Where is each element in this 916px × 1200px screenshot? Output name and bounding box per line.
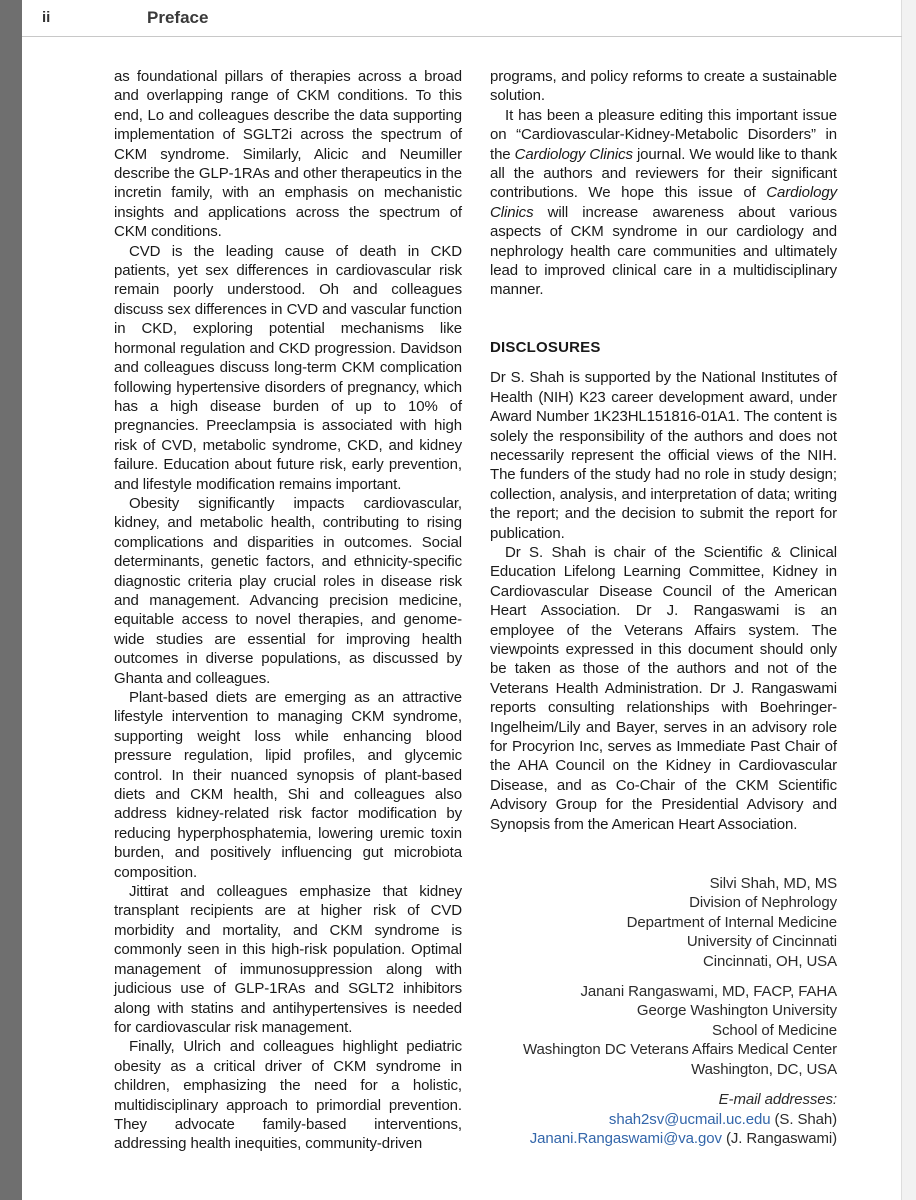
email-heading: E-mail addresses:	[718, 1091, 837, 1109]
affiliation-line: Washington, DC, USA	[691, 1060, 837, 1078]
affiliation-line: Cincinnati, OH, USA	[703, 952, 837, 970]
paragraph-disclosure-funding: Dr S. Shah is supported by the National Institutes of Health (NIH) K23 career development award, under Award Number 1K23HL151816-01A1. The content is solely the responsibility of the authors and does not necessarily represent the official views of the NIH. The funders of the study had no role in study design; collection, analysis, and interpretation of data; writing the report; and the decision to submit the report for publication.	[490, 369, 837, 542]
left-column	[114, 67, 462, 1154]
affiliation-line: Washington DC Veterans Affairs Medical Center	[523, 1041, 837, 1059]
paragraph-pediatric: Finally, Ulrich and colleagues highlight pediatric obesity as a critical driver of CKM syndrome in children, emphasizing the need for a holistic, multidisciplinary approach to primordial prevention. They advocate family-based interventions, addressing health inequities, community-driven	[114, 1038, 462, 1153]
journal-name: Cardiology Clinics	[514, 145, 633, 163]
right-column	[490, 67, 837, 1148]
right-scrollbar[interactable]	[901, 0, 916, 1200]
disclosures-heading: DISCLOSURES	[490, 338, 601, 356]
author-name: Silvi Shah, MD, MS	[709, 875, 837, 893]
running-title: Preface	[147, 8, 209, 27]
author-signature-rangaswami	[490, 982, 837, 1079]
left-page-edge	[0, 0, 22, 1200]
affiliation-line: School of Medicine	[712, 1021, 837, 1039]
paragraph-obesity: Obesity significantly impacts cardiovascular, kidney, and metabolic health, contributing to rising complications and disparities in outcomes. Social determinants, genetic factors, and ethnicity-specific diagnostic criteria play crucial roles in disease risk and management. Advancing precision medicine, equitable access to novel therapies, and genome-wide studies are essential for improving health outcomes in diverse populations, as discussed by Ghanta and colleagues.	[114, 494, 462, 687]
affiliation-line: University of Cincinnati	[686, 933, 837, 951]
page-header	[22, 0, 902, 37]
author-name: Janani Rangaswami, MD, FACP, FAHA	[580, 983, 837, 1001]
journal-name: Cardiology Clinics	[490, 184, 837, 221]
paragraph-cvd: CVD is the leading cause of death in CKD patients, yet sex differences in cardiovascular risk remain poorly understood. Oh and colleagues discuss sex differences in CVD and vascular function in CKD, exploring potential mechanisms like hormonal regulation and CKD progression. Davidson and colleagues discuss long-term CKM complication following hypertensive disorders of pregnancy, which has a high disease burden of up to 10% of pregnancies. Preeclampsia is associated with high risk of CVD, metabolic syndrome, CKD, and kidney failure. Education about future risk, early prevention, and lifestyle modification remains important.	[114, 242, 462, 493]
paragraph-disclosure-roles: Dr S. Shah is chair of the Scientific & Clinical Education Lifelong Learning Committee, Kidney in Cardiovascular Disease Council of the American Heart Association. Dr J. Rangaswami is an employee of the Veterans Affairs system. The viewpoints expressed in this document should only be taken as those of the authors and not of the Veterans Health Administration. Dr J. Rangaswami reports consulting relationships with Boehringer-Ingelheim/Lily and Bayer, serves in an advisory role for Procyrion Inc, serves as Immediate Past Chair of the AHA Council on the Kidney in Cardiovascular Disease, and as Co-Chair of the CKM Scientific Advisory Group for the Presidential Advisory and Synopsis from the American Heart Association.	[490, 543, 837, 833]
affiliation-line: Division of Nephrology	[689, 894, 837, 912]
paragraph-therapies: as foundational pillars of therapies across a broad and overlapping range of CKM conditions. To this end, Lo and colleagues describe the data supporting implementation of SGLT2i across the spectrum of CKM syndrome. Similarly, Alicic and Neumiller describe the GLP-1RAs and other therapeutics in the incretin family, with an emphasis on mechanistic insights and applications across the spectrum of CKM conditions.	[114, 68, 462, 241]
email-line: shah2sv@ucmail.uc.edu (S. Shah)	[608, 1110, 837, 1128]
paragraph-thanks: It has been a pleasure editing this important issue on “Cardiovascular-Kidney-Metabolic Disorders” in the Cardiology Clinics journal. We would like to thank all the authors and reviewers for their significant contributions. We hope this issue of Cardiology Clinics will increase awareness about various aspects of CKM syndrome in our cardiology and nephrology health care communities and ultimately lead to improved clinical care in a multidisciplinary manner.	[490, 106, 838, 299]
email-link-rangaswami[interactable]: Janani.Rangaswami@va.gov	[529, 1129, 722, 1147]
page-number: ii	[42, 9, 51, 26]
author-signature-shah	[490, 874, 837, 971]
affiliation-line: Department of Internal Medicine	[626, 913, 837, 931]
email-line: Janani.Rangaswami@va.gov (J. Rangaswami)	[529, 1129, 837, 1147]
paragraph-continuation: programs, and policy reforms to create a sustainable solution.	[490, 68, 837, 105]
affiliation-line: George Washington University	[636, 1002, 837, 1020]
email-link-shah[interactable]: shah2sv@ucmail.uc.edu	[608, 1110, 771, 1128]
email-addresses	[490, 1090, 837, 1148]
paragraph-plant-based-diets: Plant-based diets are emerging as an attractive lifestyle intervention to managing CKM syndrome, supporting weight loss while enhancing blood pressure regulation, lipid profiles, and glycemic control. In their nuanced synopsis of plant-based diets and CKM health, Shi and colleagues also address kidney-related risk factor modification by reducing hyperphosphatemia, lowering uremic toxin burden, and positively influencing gut microbiota composition.	[114, 689, 462, 881]
paragraph-transplant: Jittirat and colleagues emphasize that kidney transplant recipients are at higher risk of CVD morbidity and mortality, and CKM syndrome is commonly seen in this high-risk population. Optimal management of immunosuppression along with judicious use of GLP-1RAs and SGLT2 inhibitors along with statins and antihypertensives is needed for cardiovascular risk management.	[114, 883, 462, 1036]
